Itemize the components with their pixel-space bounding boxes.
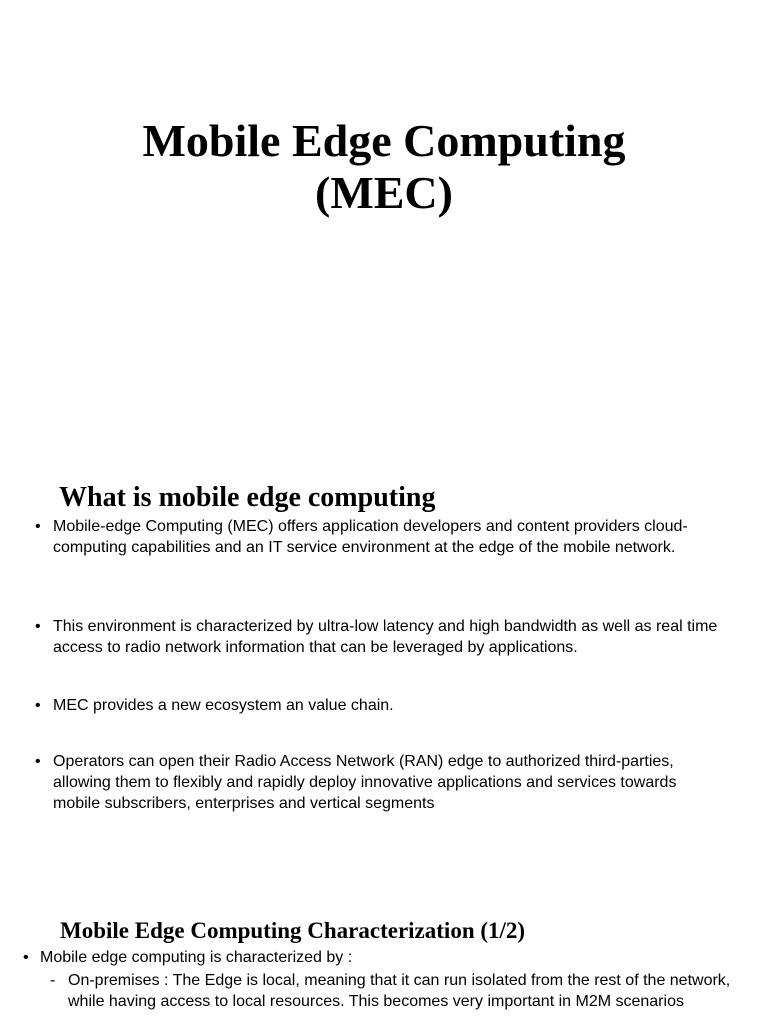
bullet-text: MEC provides a new ecosystem an value chain. <box>53 697 394 714</box>
bullet-text: This environment is characterized by ultra-low latency and high bandwidth as well as real time access to radio network information that can be leveraged by applications. <box>53 618 718 656</box>
bullet-text: Mobile edge computing is characterized by : <box>40 949 353 966</box>
bullet-marker: • <box>35 697 41 714</box>
bullet-item <box>23 947 740 968</box>
slide-title-line-1: Mobile Edge Computing <box>142 115 626 166</box>
bullet-marker: • <box>35 518 41 535</box>
bullet-marker: • <box>35 618 41 635</box>
bullet-marker: • <box>23 949 29 966</box>
bullet-item <box>35 695 723 716</box>
bullet-text: Mobile-edge Computing (MEC) offers application developers and content providers cloud-computing capabilities and an IT service environment at the edge of the mobile network. <box>53 518 688 556</box>
bullet-item <box>35 516 723 558</box>
bullet-item <box>35 751 693 814</box>
bullet-marker: • <box>35 753 41 770</box>
sub-bullet-marker: - <box>50 972 56 989</box>
sub-bullet-item <box>50 970 738 1012</box>
bullet-text: Operators can open their Radio Access Network (RAN) edge to authorized third-parties, allowing them to flexibly and rapidly deploy innovative applications and services towards mobile subscribers, enterprises and vertical segments <box>53 753 677 812</box>
section-heading-what-is-mec: What is mobile edge computing <box>59 482 436 513</box>
slide-title-line-2: (MEC) <box>315 167 453 218</box>
slide-title <box>0 115 768 219</box>
bullet-item <box>35 616 723 658</box>
sub-bullet-text: On-premises : The Edge is local, meaning that it can run isolated from the rest of the network, while having access to local resources. This becomes very important in M2M scenarios <box>68 972 731 1010</box>
section-heading-characterization: Mobile Edge Computing Characterization (1/2) <box>60 918 526 943</box>
